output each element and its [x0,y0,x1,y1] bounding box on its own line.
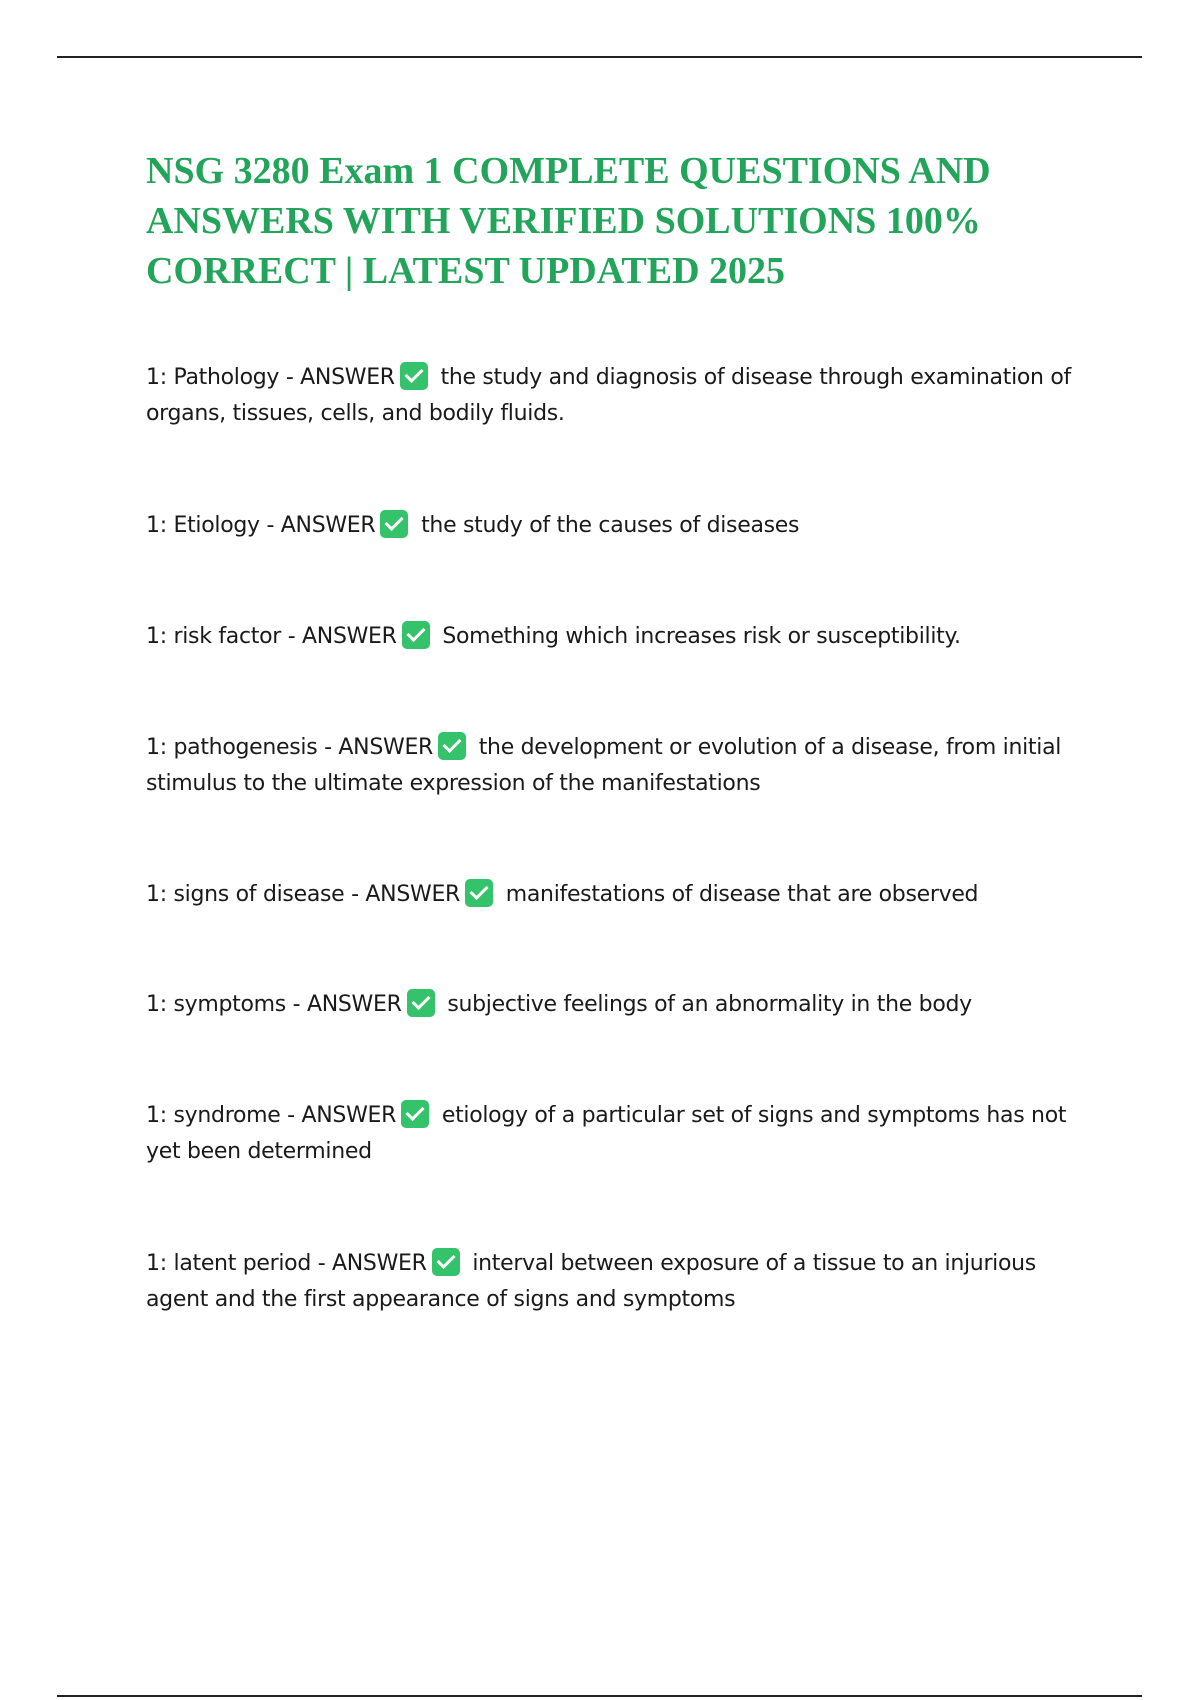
qa-term: 1: syndrome - ANSWER [146,1103,397,1128]
check-mark-icon [432,1248,460,1276]
check-mark-icon [465,879,493,907]
document-title: NSG 3280 Exam 1 COMPLETE QUESTIONS AND ANSWERS WITH VERIFIED SOLUTIONS 100% CORRECT | LATEST UPDATED 2025 [146,150,991,292]
qa-answer: etiology of a particular set of signs and symptoms has not yet been determined [146,1103,1067,1164]
qa-term: 1: risk factor - ANSWER [146,624,397,649]
qa-term: 1: Etiology - ANSWER [146,513,376,538]
check-mark-icon [438,732,466,760]
top-rule [57,56,1142,58]
qa-answer: interval between exposure of a tissue to an injurious agent and the first appearance of signs and symptoms [146,1251,1036,1312]
check-mark-icon [407,989,435,1017]
qa-item-syndrome [146,1098,1086,1170]
qa-item-symptoms [146,987,1086,1023]
bottom-rule [57,1695,1142,1697]
qa-term: 1: latent period - ANSWER [146,1251,427,1276]
qa-item-pathology [146,360,1086,432]
qa-term: 1: symptoms - ANSWER [146,992,402,1017]
qa-item-pathogenesis [146,730,1086,802]
qa-answer: subjective feelings of an abnormality in the body [447,992,972,1017]
check-mark-icon [400,362,428,390]
check-mark-icon [401,1100,429,1128]
qa-answer: manifestations of disease that are observed [505,882,979,907]
qa-term: 1: signs of disease - ANSWER [146,882,461,907]
qa-item-risk-factor [146,619,1086,655]
qa-term: 1: pathogenesis - ANSWER [146,735,434,760]
qa-answer: the development or evolution of a disease, from initial stimulus to the ultimate expression of the manifestations [146,735,1062,796]
qa-item-etiology [146,508,1086,544]
qa-term: 1: Pathology - ANSWER [146,365,395,390]
check-mark-icon [380,510,408,538]
qa-answer: Something which increases risk or susceptibility. [442,624,961,649]
qa-item-latent-period [146,1246,1086,1318]
qa-answer: the study and diagnosis of disease through examination of organs, tissues, cells, and bodily fluids. [146,365,1071,426]
check-mark-icon [402,621,430,649]
qa-answer: the study of the causes of diseases [421,513,800,538]
qa-item-signs-of-disease [146,877,1086,913]
